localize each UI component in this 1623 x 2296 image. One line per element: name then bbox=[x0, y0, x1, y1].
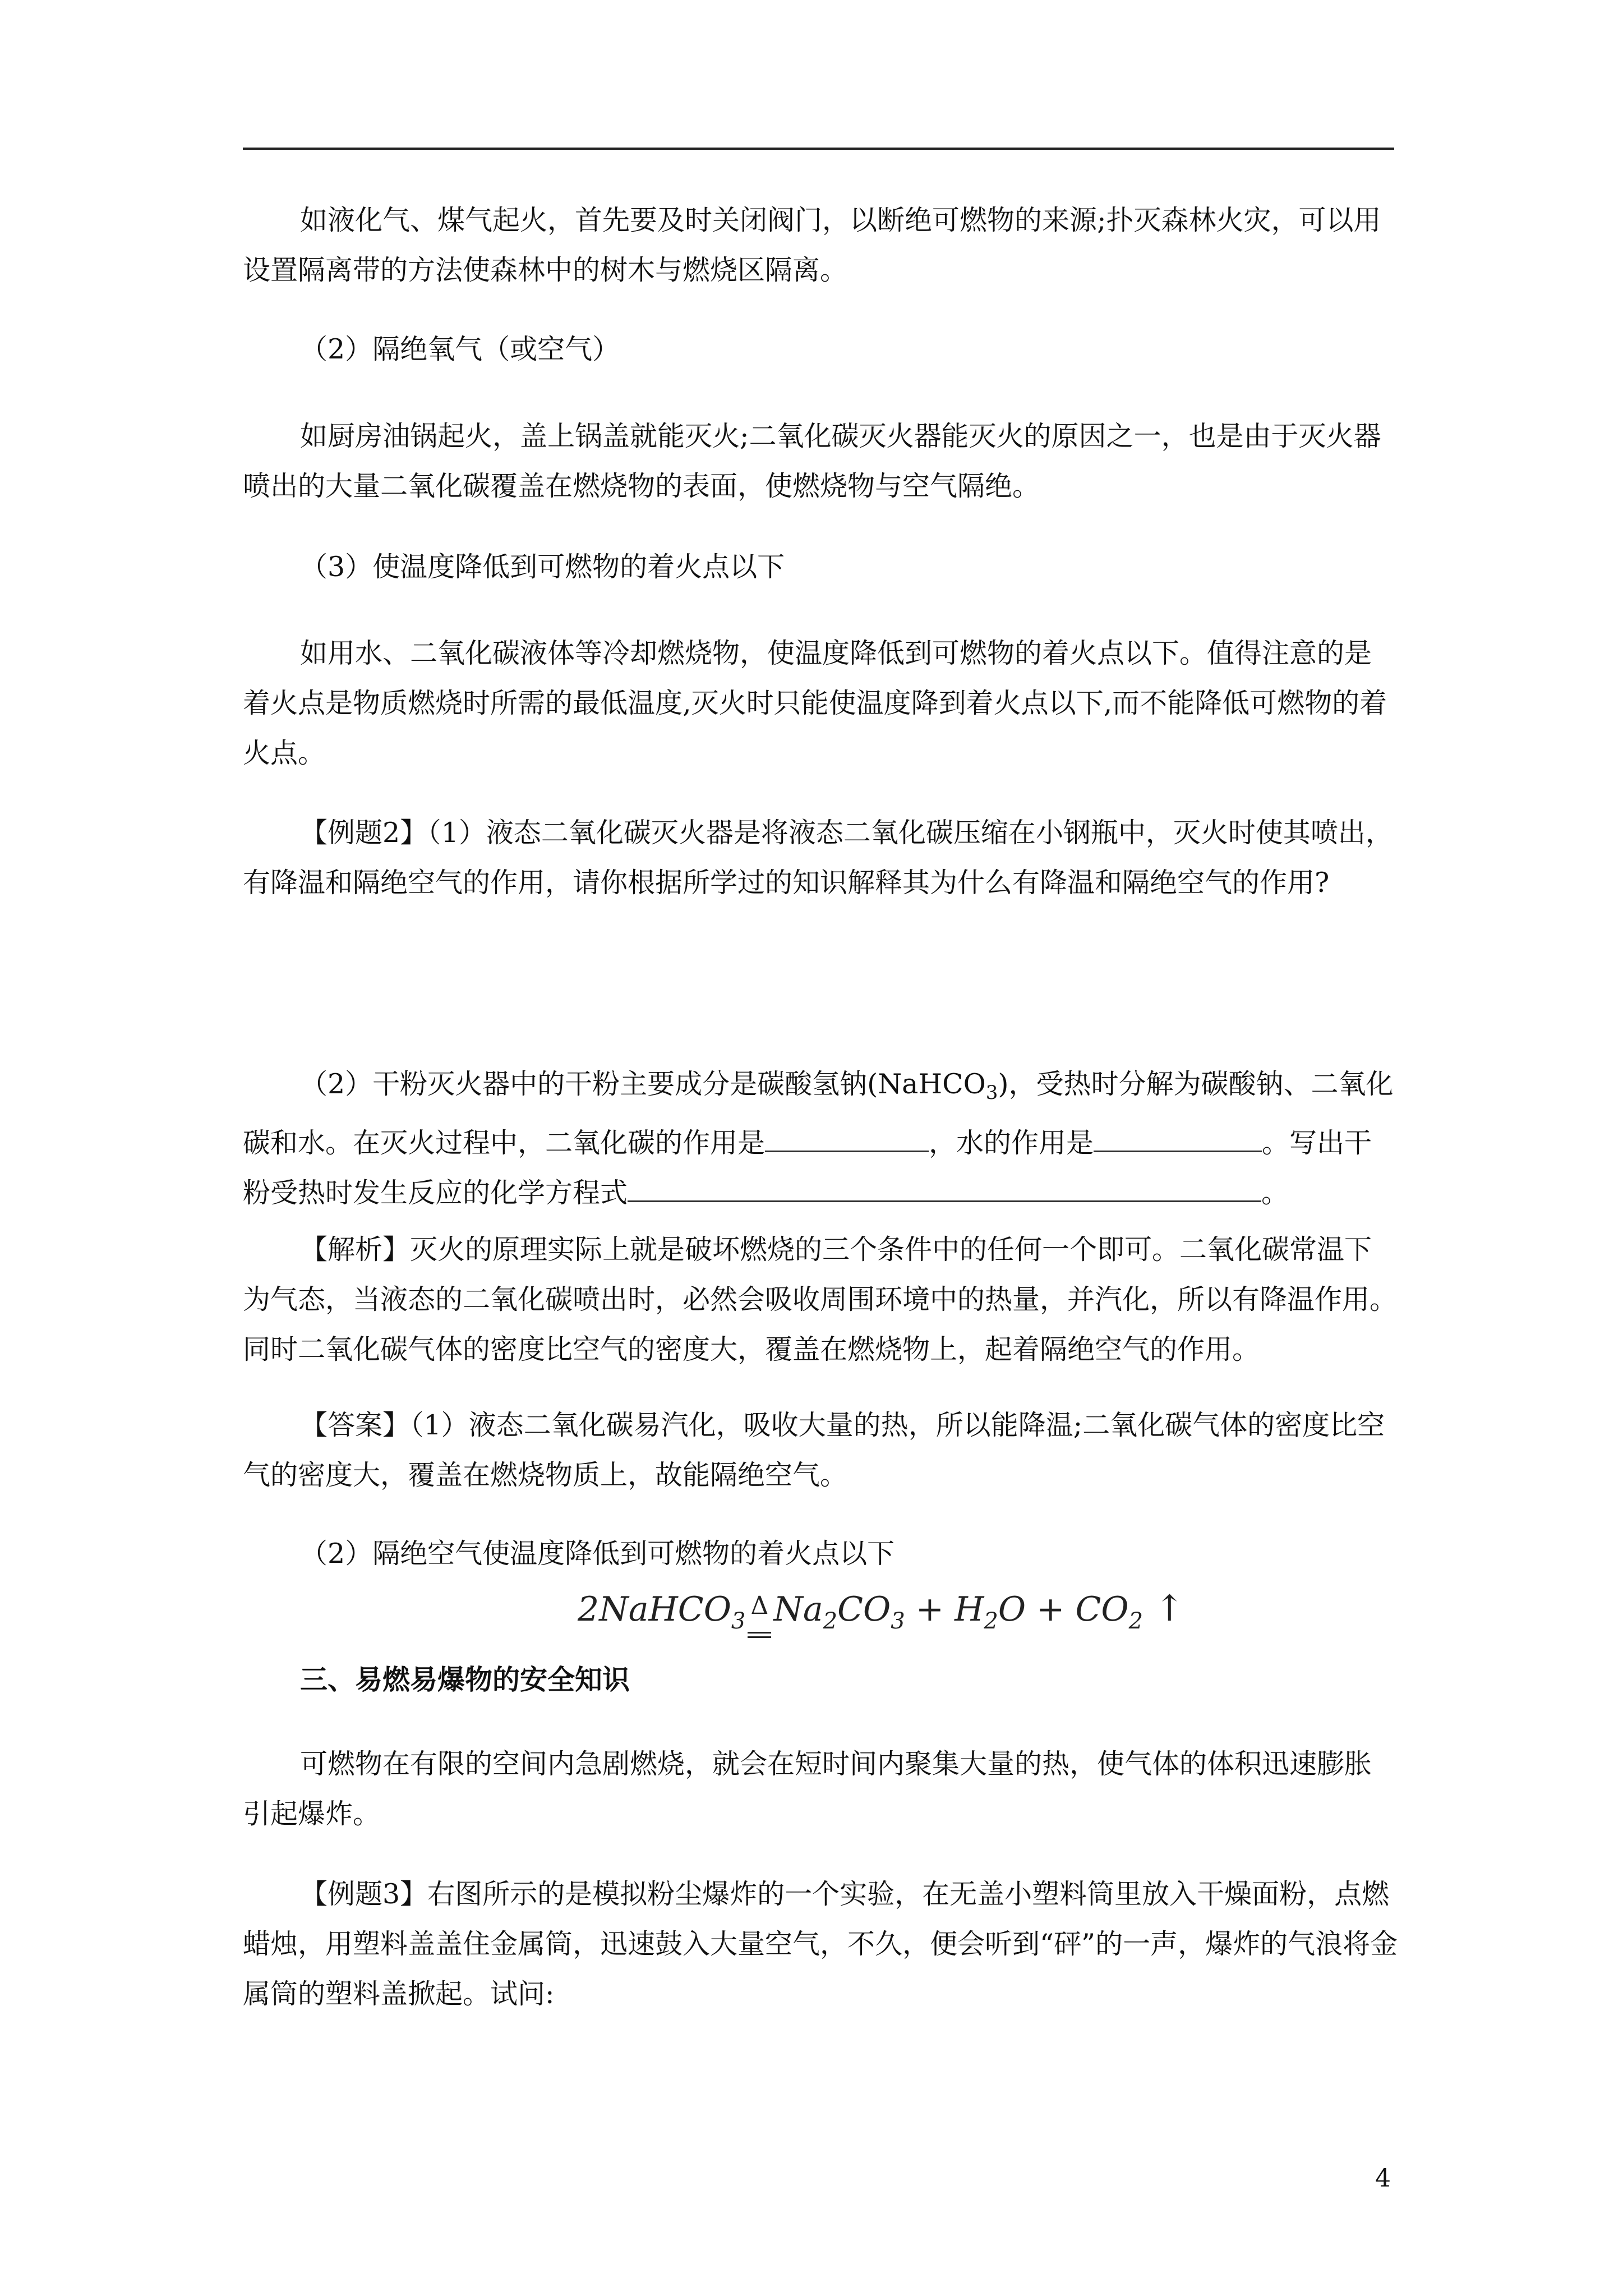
paragraph-kitchen-fire: 如厨房油锅起火，盖上锅盖就能灭火;二氧化碳灭火器能灭火的原因之一，也是由于灭火器喷出的大量二氧化碳覆盖在燃烧物的表面，使燃烧物与空气隔绝。 bbox=[243, 420, 1381, 502]
answer-paragraph: 【答案】（1）液态二氧化碳易汽化，吸收大量的热，所以能降温;二氧化碳气体的密度比空气的密度大，覆盖在燃烧物质上，故能隔绝空气。 bbox=[243, 1409, 1385, 1491]
paragraph-liquefied-gas: 如液化气、煤气起火，首先要及时关闭阀门，以断绝可燃物的来源;扑灭森林火灾，可以用设置隔离带的方法使森林中的树木与燃烧区隔离。 bbox=[243, 204, 1381, 286]
heat-condition-symbol: Δ bbox=[745, 1581, 773, 1631]
paragraph-cooling: 如用水、二氧化碳液体等冷却燃烧物，使温度降低到可燃物的着火点以下。值得注意的是着火点是物质燃烧时所需的最低温度,灭火时只能使温度降到着火点以下,而不能降低可燃物的着火点。 bbox=[243, 637, 1387, 769]
answer-blank-equation[interactable] bbox=[628, 1178, 1261, 1202]
header-rule bbox=[243, 148, 1394, 150]
example-3-question: 【例题3】右图所示的是模拟粉尘爆炸的一个实验，在无盖小塑料筒里放入干燥面粉，点燃蜡烛，用塑料盖盖住金属筒，迅速鼓入大量空气，不久，便会听到“砰”的一声，爆炸的气浪将金属筒的塑料盖掀起。试问: bbox=[243, 1878, 1398, 2010]
q2-text-3: ，水的作用是 bbox=[929, 1127, 1094, 1159]
q2-text-2: )，受热时分解为碳酸钠、二氧化碳和水。在灭火过程中，二氧化碳的作用是 bbox=[243, 1068, 1394, 1159]
gas-arrow-icon: ↑ bbox=[1143, 1588, 1184, 1630]
q2-text-1: （2）干粉灭火器中的干粉主要成分是碳酸氢钠(NaHCO bbox=[300, 1068, 986, 1100]
example-2-question-2 bbox=[243, 1059, 1398, 1218]
q2-subscript: 3 bbox=[985, 1082, 998, 1104]
paragraph-explosion: 可燃物在有限的空间内急剧燃烧，就会在短时间内聚集大量的热，使气体的体积迅速膨胀引起爆炸。 bbox=[243, 1748, 1372, 1830]
example-2-question-1: 【例题2】（1）液态二氧化碳灭火器是将液态二氧化碳压缩在小钢瓶中，灭火时使其喷出，有降温和隔绝空气的作用，请你根据所学过的知识解释其为什么有降温和隔绝空气的作用? bbox=[243, 817, 1393, 899]
paragraph-lower-temperature: （3）使温度降低到可燃物的着火点以下 bbox=[300, 551, 785, 583]
analysis-paragraph: 【解析】灭火的原理实际上就是破坏燃烧的三个条件中的任何一个即可。二氧化碳常温下为气态，当液态的二氧化碳喷出时，必然会吸收周围环境中的热量，并汽化，所以有降温作用。同时二氧化碳气体的密度比空气的密度大，覆盖在燃烧物上，起着隔绝空气的作用。 bbox=[243, 1234, 1398, 1365]
answer-part-2: （2）隔绝空气使温度降低到可燃物的着火点以下 bbox=[300, 1538, 895, 1570]
page-number: 4 bbox=[1375, 2164, 1391, 2193]
q2-text-5: 。 bbox=[1261, 1177, 1289, 1209]
q2-text-4: 。写出干粉受热时发生反应的化学方程式 bbox=[243, 1127, 1372, 1209]
paragraph-isolate-oxygen: （2）隔绝氧气（或空气） bbox=[300, 333, 620, 365]
chemical-equation: 2NaHCO$_3$Δ $Na_2CO_3 + H_2O + CO_2$ ↑ bbox=[578, 1581, 1184, 1646]
answer-blank-water[interactable] bbox=[1094, 1128, 1262, 1152]
answer-blank-co2[interactable] bbox=[765, 1128, 929, 1152]
section-heading-3: 三、易燃易爆物的安全知识 bbox=[300, 1663, 630, 1696]
